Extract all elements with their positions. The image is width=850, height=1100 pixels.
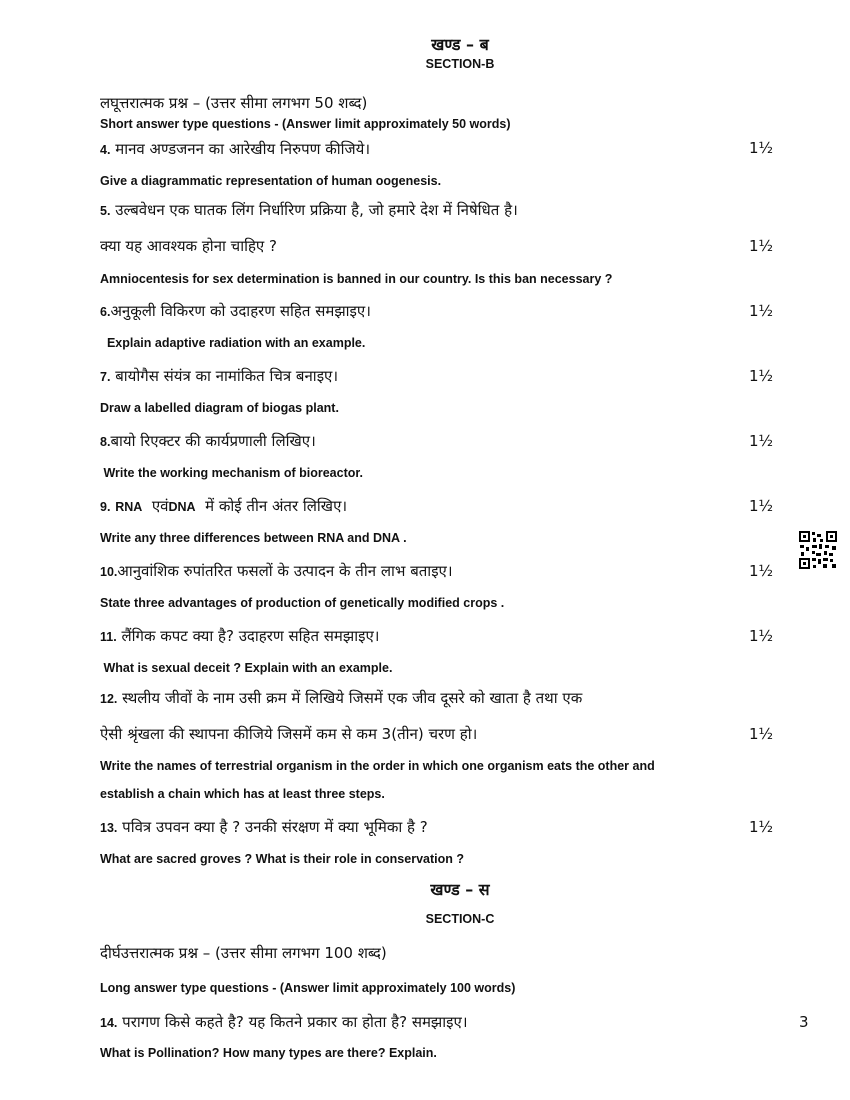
question-14-marks: 3 <box>799 1013 809 1031</box>
section-c-title-en: SECTION-C <box>425 912 495 926</box>
qr-code-icon <box>798 530 838 570</box>
question-4-en: Give a diagrammatic representation of human oogenesis. <box>100 174 442 188</box>
question-text-hi: परागण किसे कहते है? यह कितने प्रकार का होता है? समझाइए। <box>122 1013 468 1031</box>
question-4-hi <box>100 139 370 159</box>
question-text-hi: आनुवांशिक रुपांतरित फसलों के उत्पादन के तीन लाभ बताइए। <box>117 562 453 580</box>
section-b-instruction-hi: लघूत्तरात्मक प्रश्न – (उत्तर सीमा लगभग 50 शब्द) <box>100 94 368 112</box>
rna-label: RNA <box>115 500 143 514</box>
and-word: एवं <box>151 497 169 515</box>
dna-label: DNA <box>168 500 196 514</box>
question-text-hi: अनुकूली विकिरण को उदाहरण सहित समझाइए। <box>110 302 371 320</box>
question-7-hi <box>100 366 338 386</box>
question-number: 5. <box>100 204 111 218</box>
question-7-en: Draw a labelled diagram of biogas plant. <box>100 401 339 415</box>
question-number: 14. <box>100 1016 118 1030</box>
question-number: 6. <box>100 305 111 319</box>
question-text-hi: बायोगैस संयंत्र का नामांकित चित्र बनाइए। <box>115 367 339 385</box>
question-12-en-line2: establish a chain which has at least three steps. <box>100 787 385 801</box>
section-b-title-en: SECTION-B <box>425 57 495 71</box>
question-6-hi <box>100 301 371 321</box>
question-14-en: What is Pollination? How many types are there? Explain. <box>100 1046 437 1060</box>
question-text-hi: मानव अण्डजनन का आरेखीय निरुपण कीजिये। <box>115 140 371 158</box>
question-4-marks: 1½ <box>749 139 774 157</box>
question-text-hi: लैंगिक कपट क्या है? उदाहरण सहित समझाइए। <box>121 627 380 645</box>
section-b-instruction-en: Short answer type questions - (Answer limit approximately 50 words) <box>100 117 511 131</box>
question-5-hi <box>100 200 518 220</box>
question-text-hi: में कोई तीन अंतर लिखिए। <box>205 497 348 515</box>
question-11-marks: 1½ <box>749 627 774 645</box>
question-8-marks: 1½ <box>749 432 774 450</box>
question-number: 10. <box>100 565 118 579</box>
section-b-title-hi: खण्ड – ब <box>431 35 489 54</box>
question-number: 4. <box>100 143 111 157</box>
question-number: 13. <box>100 821 118 835</box>
question-text-hi: उल्बवेधन एक घातक लिंग निर्धारिण प्रक्रिया है, जो हमारे देश में निषेधित है। <box>115 201 518 219</box>
question-5-en: Amniocentesis for sex determination is banned in our country. Is this ban necessary ? <box>100 272 613 286</box>
question-12-hi-line2: ऐसी श्रृंखला की स्थापना कीजिये जिसमें कम से कम 3(तीन) चरण हो। <box>100 725 478 743</box>
question-9-hi <box>100 496 347 516</box>
question-9-en: Write any three differences between RNA and DNA . <box>100 531 407 545</box>
question-11-hi <box>100 626 379 646</box>
question-5-hi-line2: क्या यह आवश्यक होना चाहिए ? <box>100 237 277 255</box>
question-number: 8. <box>100 435 111 449</box>
question-8-en: Write the working mechanism of bioreactor. <box>100 466 364 480</box>
question-9-marks: 1½ <box>749 497 774 515</box>
question-7-marks: 1½ <box>749 367 774 385</box>
question-10-marks: 1½ <box>749 562 774 580</box>
question-number: 11. <box>100 630 117 644</box>
question-5-marks: 1½ <box>749 237 774 255</box>
question-number: 12. <box>100 692 118 706</box>
question-6-marks: 1½ <box>749 302 774 320</box>
question-text-hi: बायो रिएक्टर की कार्यप्रणाली लिखिए। <box>110 432 316 450</box>
question-number: 7. <box>100 370 111 384</box>
question-text-hi: पवित्र उपवन क्या है ? उनकी संरक्षण में क्या भूमिका है ? <box>122 818 428 836</box>
question-12-en: Write the names of terrestrial organism in the order in which one organism eats the other and <box>100 759 655 773</box>
question-6-en: Explain adaptive radiation with an example. <box>100 336 366 350</box>
section-c-title-hi: खण्ड – स <box>430 880 490 899</box>
question-13-hi <box>100 817 428 837</box>
question-8-hi <box>100 431 316 451</box>
question-11-en: What is sexual deceit ? Explain with an example. <box>100 661 393 675</box>
section-c-instruction-hi: दीर्घउत्तरात्मक प्रश्न – (उत्तर सीमा लगभग 100 शब्द) <box>100 944 387 962</box>
question-13-marks: 1½ <box>749 818 774 836</box>
question-text-hi: स्थलीय जीवों के नाम उसी क्रम में लिखिये जिसमें एक जीव दूसरे को खाता है तथा एक <box>122 689 583 707</box>
question-14-hi <box>100 1012 468 1032</box>
question-12-hi <box>100 688 582 708</box>
question-10-en: State three advantages of production of genetically modified crops . <box>100 596 505 610</box>
section-c-instruction-en: Long answer type questions - (Answer limit approximately 100 words) <box>100 981 516 995</box>
question-number: 9. <box>100 500 111 514</box>
question-13-en: What are sacred groves ? What is their role in conservation ? <box>100 852 464 866</box>
question-10-hi <box>100 561 453 581</box>
question-12-marks: 1½ <box>749 725 774 743</box>
